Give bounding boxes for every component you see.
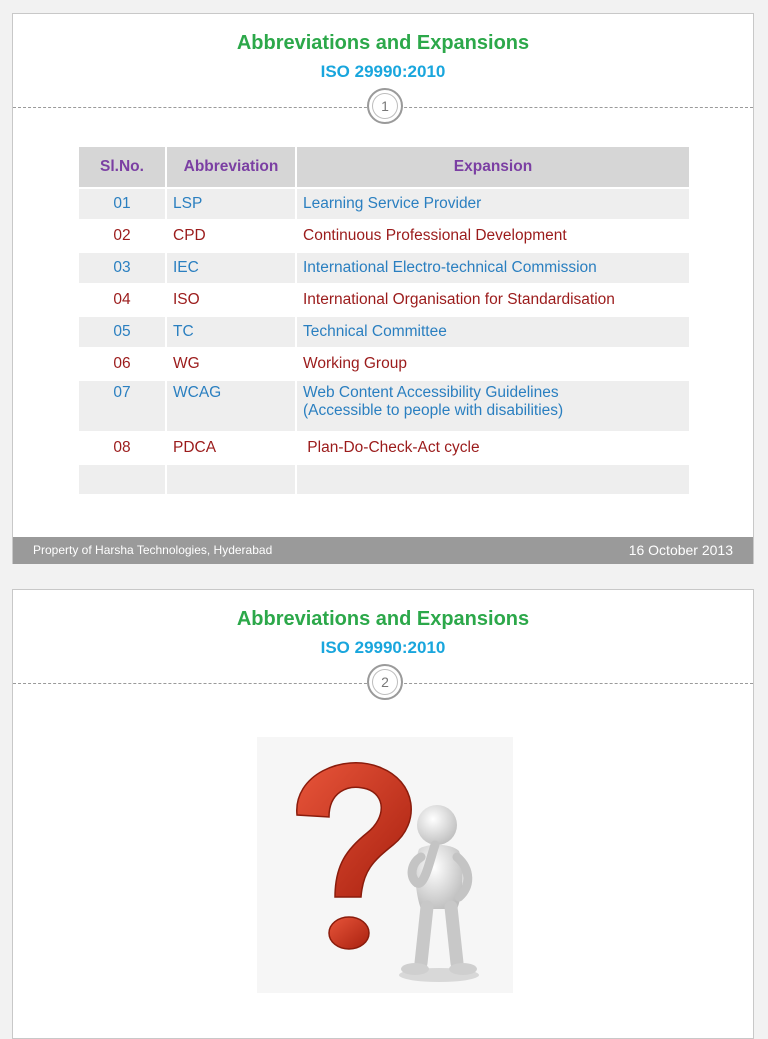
slide-footer (13, 537, 753, 564)
table-row (79, 221, 689, 251)
slide-title: Abbreviations and Expansions (236, 608, 530, 630)
table-row (79, 349, 689, 379)
cell-empty (297, 465, 689, 494)
cell-exp: International Electro-technical Commission (297, 253, 689, 283)
cell-no: 01 (79, 189, 165, 219)
table-row-empty (79, 465, 689, 494)
cell-exp: Plan-Do-Check-Act cycle (297, 433, 689, 463)
cell-exp: Technical Committee (297, 317, 689, 347)
table-row (79, 381, 689, 431)
slide-title: Abbreviations and Expansions (236, 32, 530, 54)
cell-no: 04 (79, 285, 165, 315)
figure-head (417, 805, 457, 845)
cell-no: 07 (79, 381, 165, 431)
footer-owner: Property of Harsha Technologies, Hyderabad (33, 543, 273, 557)
question-mark-figure-icon (257, 737, 513, 993)
slide-1 (12, 13, 754, 564)
cell-exp (297, 381, 689, 431)
table-row (79, 189, 689, 219)
table-header-row (79, 147, 689, 187)
cell-no: 08 (79, 433, 165, 463)
cell-exp: International Organisation for Standardisation (297, 285, 689, 315)
footer-date: 16 October 2013 (628, 542, 733, 558)
cell-empty (79, 465, 165, 494)
table-row (79, 433, 689, 463)
cell-exp: Working Group (297, 349, 689, 379)
table-row (79, 253, 689, 283)
question-mark-dot (329, 917, 369, 949)
cell-abbr: LSP (167, 189, 295, 219)
table-row (79, 317, 689, 347)
cell-no: 02 (79, 221, 165, 251)
page-number: 1 (367, 88, 403, 124)
header-abbreviation: Abbreviation (167, 147, 295, 187)
cell-no: 06 (79, 349, 165, 379)
cell-no: 03 (79, 253, 165, 283)
header-sl-no: Sl.No. (79, 147, 165, 187)
cell-abbr: CPD (167, 221, 295, 251)
cell-abbr: IEC (167, 253, 295, 283)
cell-exp: Continuous Professional Development (297, 221, 689, 251)
abbreviation-table (77, 145, 691, 496)
question-mark-hook (297, 763, 411, 897)
cell-no: 05 (79, 317, 165, 347)
slide-subtitle: ISO 29990:2010 (320, 62, 446, 81)
page-number: 2 (367, 664, 403, 700)
slide-subtitle: ISO 29990:2010 (320, 638, 446, 657)
header-expansion: Expansion (297, 147, 689, 187)
cell-exp-line2: (Accessible to people with disabilities) (303, 402, 564, 419)
cell-exp-line1: Web Content Accessibility Guidelines (303, 384, 559, 401)
cell-abbr: PDCA (167, 433, 295, 463)
cell-exp: Learning Service Provider (297, 189, 689, 219)
cell-abbr: WG (167, 349, 295, 379)
question-mark-illustration (257, 737, 513, 993)
slide-2 (12, 589, 754, 1039)
cell-empty (167, 465, 295, 494)
cell-abbr: ISO (167, 285, 295, 315)
cell-abbr: WCAG (167, 381, 295, 431)
cell-abbr: TC (167, 317, 295, 347)
table-row (79, 285, 689, 315)
